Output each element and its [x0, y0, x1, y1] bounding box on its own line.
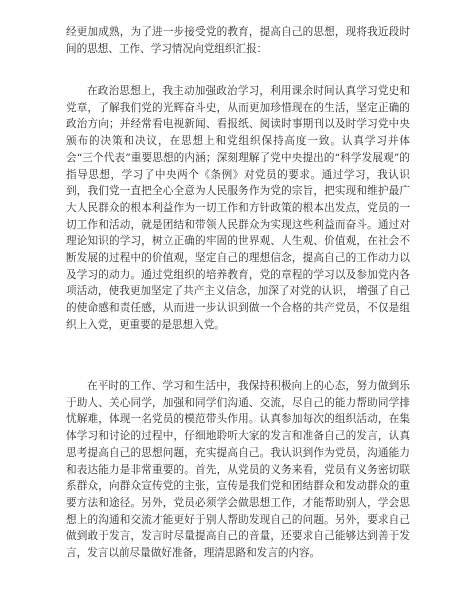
political-thought-paragraph: 在政治思想上，我主动加强政治学习，利用课余时间认真学习党史和党章，了解我们党的光辉奋斗史，从而更加珍惜现在的生活，坚定正确的政治方向；并经常看电视新闻、看报纸、阅读时事期刊以及时学习党中央颁布的决策和决议，在思想上和党组织保持高度一致。认真学习并体会“三个代表”重要思想的内涵；深刻理解了党中央提出的“科学发展观”的指导思想，学习了中央两个《条例》对党员的要求。通过学习，我认识到，我们党一直把全心全意为人民服务作为党的宗旨，把实现和维护最广大人民群众的根本利益作为一切工作和方针政策的根本出发点，党员的一切工作和活动，就是团结和带领人民群众为实现这些利益而奋斗。通过对理论知识的学习，树立正确的牢固的世界观、人生观、价值观，在社会不断发展的过程中的价值观，坚定自己的理想信念，提高自己的工作动力以及学习的动力。通过党组织的培养教育，党的章程的学习以及参加党内各项活动，使我更加坚定了共产主义信念，加深了对党的认识， 增强了自己的使命感和责任感，从而进一步认识到做一个合格的共产党员，不仅是组织上入党，更重要的是思想入党。 [66, 85, 410, 331]
daily-work-paragraph: 在平时的工作、学习和生活中，我保持积极向上的心态，努力做到乐于助人、关心同学，加强和同学们沟通、交流，尽自己的能力帮助同学排忧解难，体现一名党员的模范带头作用。认真参加每次的组织活动，在集体学习和讨论的过程中，仔细地聆听大家的发言和准备自己的发言，认真思考提高自己的思想问题，充实提高自己。我认识到作为党员，沟通能力和表达能力是非常重要的。首先，从党员的义务来看，党员有义务密切联系群众，向群众宣传党的主张，宣传是我们党和团结群众和发动群众的重要方法和途径。另外，党员必须学会做思想工作，才能帮助别人，学会思想上的沟通和交流才能更好于别人帮助发现自己的问题。另外，要求自己做到敢于发言，发言时尽量提高自己的音量，还要求自己能够达到善于发言，发言以前尽量做好准备，理清思路和发言的内容。 [66, 380, 410, 560]
intro-paragraph: 经更加成熟，为了进一步接受党的教育，提高自己的思想，现将我近段时间的思想、工作、学习情况向党组织汇报： [66, 26, 410, 55]
